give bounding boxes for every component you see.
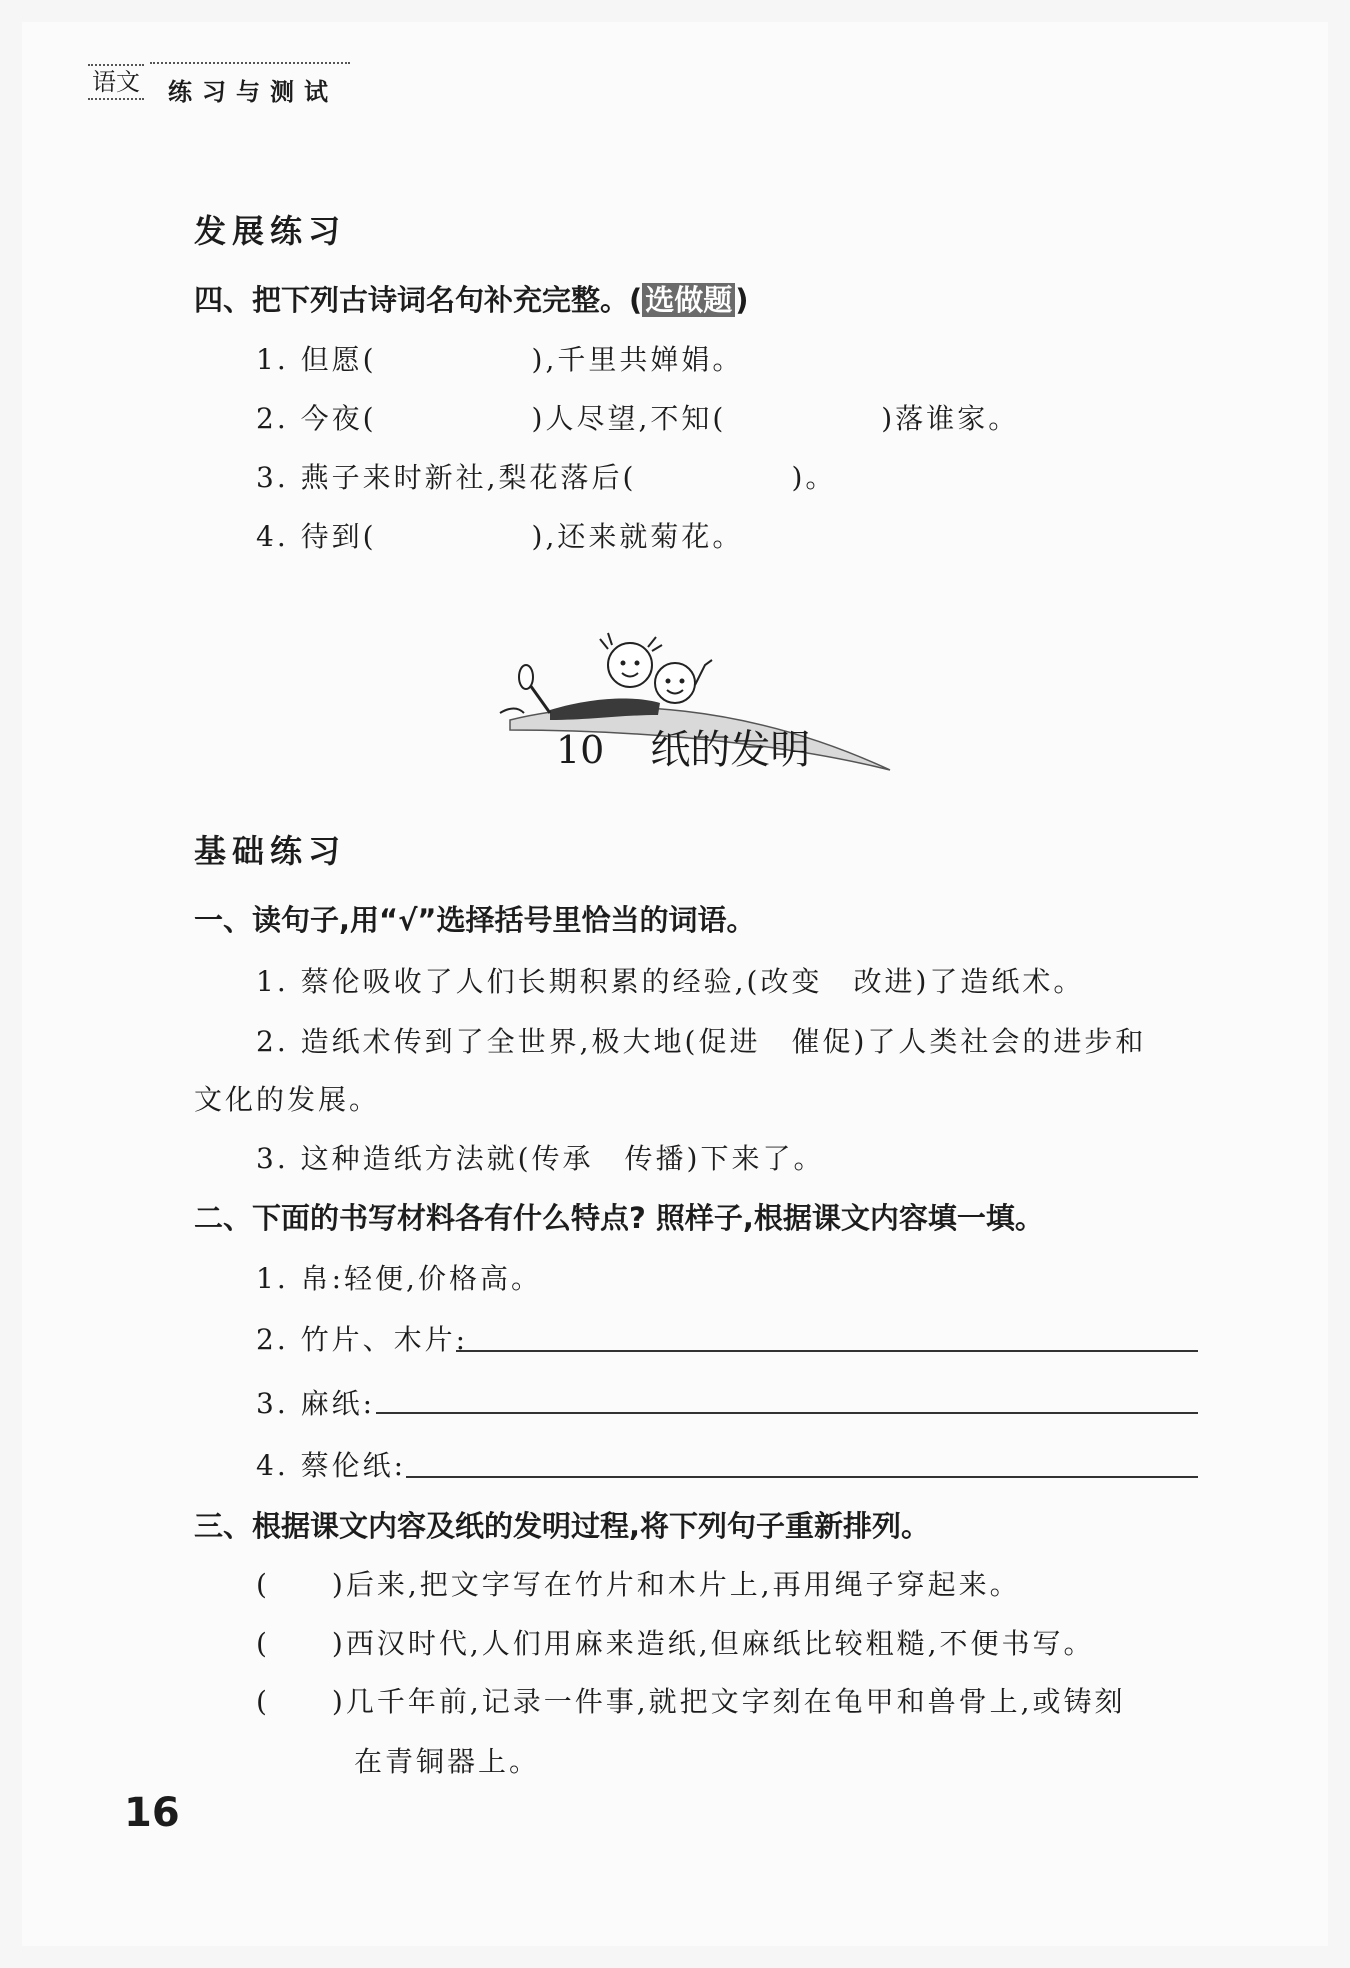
question-2-title: 二、下面的书写材料各有什么特点? 照样子,根据课文内容填一填。: [194, 1201, 1044, 1235]
question-1-title: 一、读句子,用“√”选择括号里恰当的词语。: [194, 903, 756, 937]
page-number: 16: [124, 1790, 180, 1836]
q3-item-3: ( )几千年前,记录一件事,就把文字刻在龟甲和兽骨上,或铸刻: [256, 1685, 1126, 1718]
section-title-development: 发展练习: [194, 212, 347, 250]
answer-line-4[interactable]: [406, 1476, 1198, 1478]
header-subject: 语文: [88, 64, 144, 100]
q2-item-3: 3. 麻纸:: [256, 1387, 376, 1420]
question-3-title: 三、根据课文内容及纸的发明过程,将下列句子重新排列。: [194, 1509, 931, 1543]
q2-item-4: 4. 蔡伦纸:: [256, 1449, 407, 1482]
q3-item-3-cont: 在青铜器上。: [354, 1745, 541, 1778]
q1-item-3: 3. 这种造纸方法就(传承 传播)下来了。: [256, 1142, 825, 1175]
lesson-title: 纸的发明: [650, 727, 811, 773]
header-book-title: 练习与测试: [168, 78, 338, 106]
lesson-number: 10: [556, 728, 605, 772]
lesson-heading: [556, 718, 810, 775]
q4-item-1: 1. 但愿( ),千里共婵娟。: [256, 343, 744, 376]
question-4-title-text: 四、把下列古诗词名句补充完整。(: [194, 283, 643, 317]
optional-tag: 选做题: [642, 283, 735, 317]
header-dotted-rule: [150, 62, 350, 64]
q2-item-1: 1. 帛:轻便,价格高。: [256, 1262, 542, 1295]
q3-item-2: ( )西汉时代,人们用麻来造纸,但麻纸比较粗糙,不便书写。: [256, 1627, 1095, 1660]
question-4-title-close: ): [735, 283, 749, 317]
question-4-title: [194, 278, 749, 319]
q1-item-2-cont: 文化的发展。: [194, 1083, 381, 1116]
q1-item-2: 2. 造纸术传到了全世界,极大地(促进 催促)了人类社会的进步和: [256, 1025, 1147, 1058]
q4-item-4: 4. 待到( ),还来就菊花。: [256, 520, 744, 553]
q1-item-1: 1. 蔡伦吸收了人们长期积累的经验,(改变 改进)了造纸术。: [256, 965, 1085, 998]
q4-item-2: 2. 今夜( )人尽望,不知( )落谁家。: [256, 402, 1020, 435]
answer-line-3[interactable]: [376, 1412, 1198, 1414]
q3-item-1: ( )后来,把文字写在竹片和木片上,再用绳子穿起来。: [256, 1568, 1021, 1601]
answer-line-2[interactable]: [456, 1350, 1198, 1352]
q2-item-2: 2. 竹片、木片:: [256, 1323, 469, 1356]
section-title-basic: 基础练习: [194, 832, 347, 870]
q4-item-3: 3. 燕子来时新社,梨花落后( )。: [256, 461, 837, 494]
